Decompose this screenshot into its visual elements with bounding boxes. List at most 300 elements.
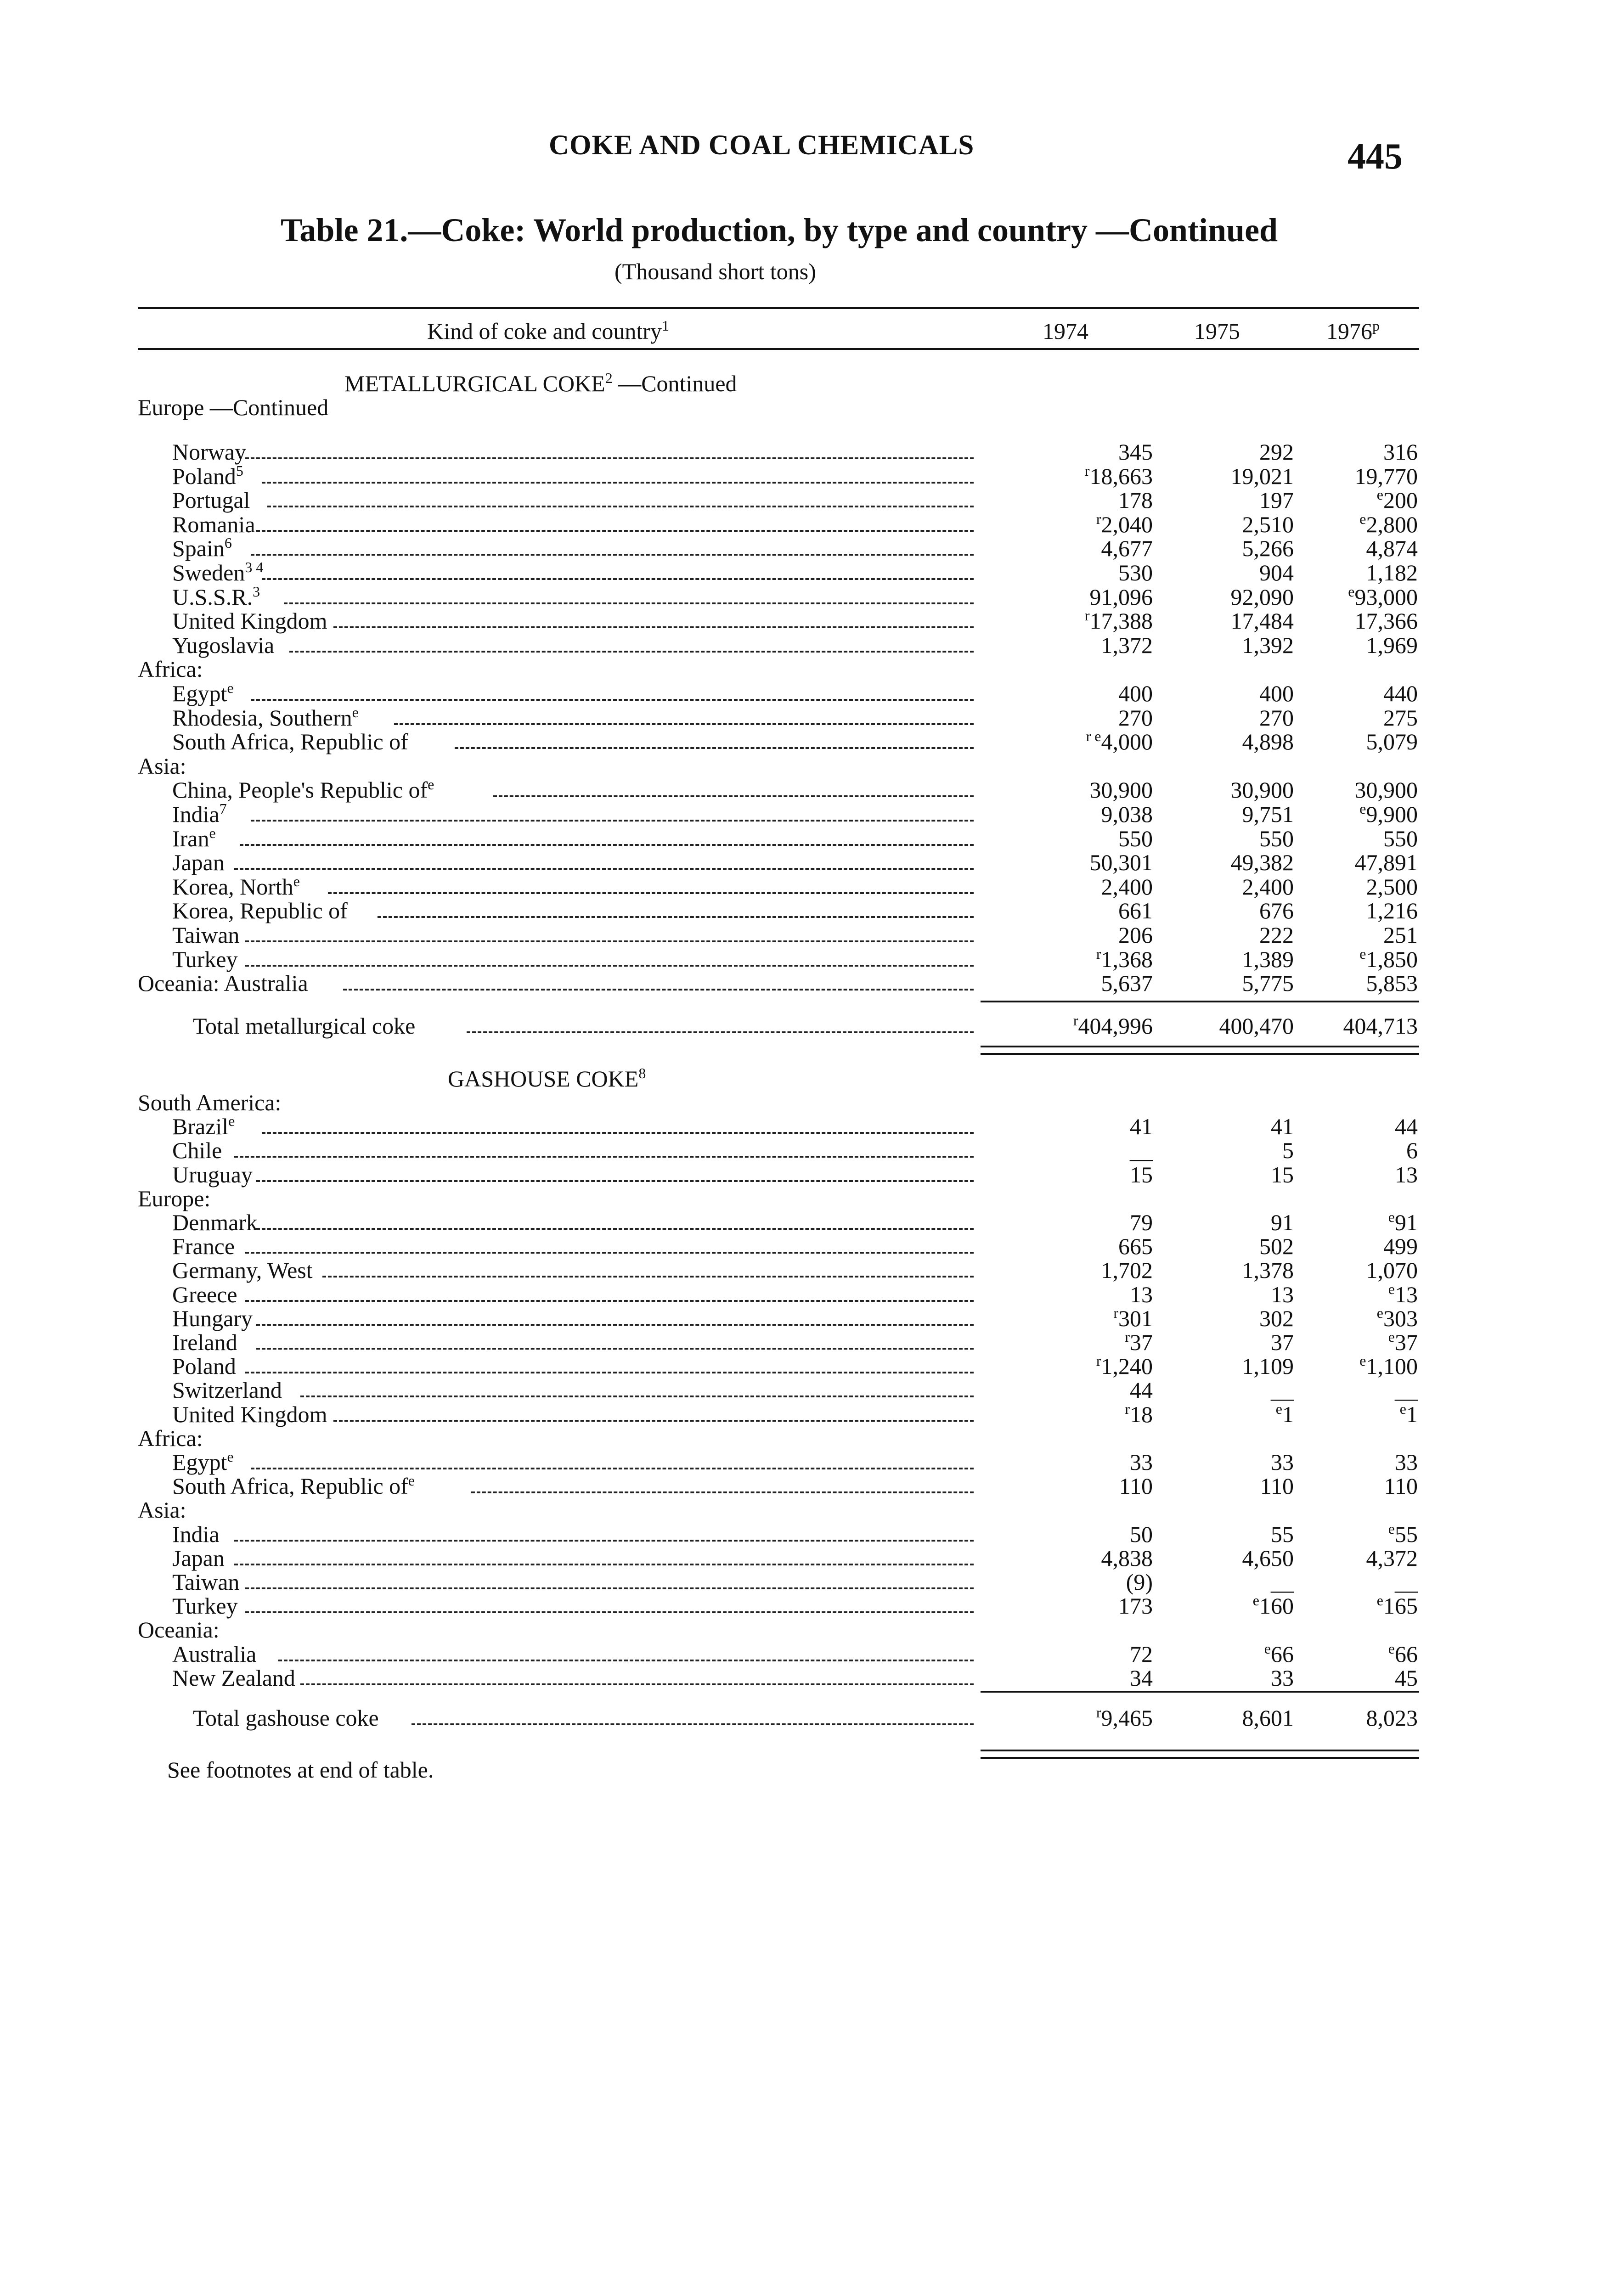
country-label (172, 778, 434, 802)
value-v1: 50,301 (1089, 850, 1153, 876)
footnote-marker: 3 4 (245, 559, 264, 575)
region-row (138, 1498, 1419, 1522)
value-v3: 2,500 (1366, 873, 1418, 900)
label-text: Japan (172, 850, 225, 876)
value-v3: $^e$1 (1399, 1400, 1418, 1427)
value-v2: 1,378 (1242, 1257, 1294, 1283)
label-text: Greece (172, 1281, 237, 1307)
table-row (138, 1522, 1419, 1546)
label-text: United Kingdom (172, 1401, 327, 1427)
dot-leader (245, 1372, 974, 1373)
table-top-rule (138, 307, 1419, 309)
value-v1: 2,400 (1101, 873, 1153, 900)
value-v2: 5 (1282, 1137, 1294, 1164)
region-label (138, 1091, 281, 1114)
column-header-1974: 1974 (1043, 318, 1088, 344)
label-text: Denmark (172, 1210, 258, 1235)
value-v2: 222 (1259, 922, 1294, 948)
country-label (172, 512, 255, 536)
table-row (138, 561, 1419, 585)
label-text: Rhodesia, Southern (172, 704, 352, 731)
value-v1: 400 (1118, 681, 1153, 706)
table-row (138, 585, 1419, 609)
table-row (138, 1163, 1419, 1187)
value-v2: 502 (1259, 1233, 1294, 1260)
table-row (138, 1402, 1419, 1426)
value-v2: 33 (1271, 1449, 1294, 1475)
year-1976-label: 1976 (1326, 318, 1372, 344)
gashouse-double-rule-bottom (981, 1757, 1419, 1759)
value-v2: 1,389 (1242, 946, 1294, 972)
value-v3: 45 (1395, 1665, 1418, 1691)
table-row (138, 1114, 1419, 1138)
value-flag: r (1096, 945, 1101, 962)
value-v1: 270 (1118, 704, 1153, 731)
dot-leader (251, 1468, 974, 1469)
value-v2: 4,650 (1242, 1545, 1294, 1571)
dot-leader (467, 1031, 974, 1033)
value-flag: r (1125, 1328, 1130, 1345)
preliminary-mark: p (1372, 317, 1380, 334)
value-v1: $^r$2,040 (1096, 510, 1153, 537)
value-v3: 316 (1383, 439, 1418, 465)
label-text: Uruguay (172, 1161, 253, 1187)
value-v2: 92,090 (1230, 584, 1294, 610)
value-v3: 1,070 (1366, 1257, 1418, 1283)
column-header-1975: 1975 (1194, 318, 1240, 344)
value-v3: 1,182 (1366, 560, 1418, 585)
section-metallurgical-title (344, 370, 737, 397)
label-text: United Kingdom (172, 608, 327, 634)
country-label (172, 872, 300, 900)
footnote-marker: e (228, 1113, 235, 1130)
country-label (172, 1378, 282, 1402)
value-v1: 550 (1118, 825, 1153, 851)
value-v3: $^e$37 (1388, 1328, 1418, 1355)
label-text: Turkey (172, 1593, 238, 1619)
value-v1: 178 (1118, 487, 1153, 513)
table-row (138, 1234, 1419, 1258)
country-label (172, 1283, 237, 1306)
country-label (172, 1402, 327, 1426)
dot-leader (333, 1420, 974, 1422)
dot-leader (234, 1564, 974, 1565)
value-v3: $^e$66 (1388, 1640, 1418, 1667)
table-row (138, 440, 1419, 464)
value-v2: 197 (1259, 487, 1294, 513)
value-v1: $^r$37 (1125, 1328, 1153, 1355)
dot-leader (262, 1132, 974, 1134)
value-v1: $^r$18 (1125, 1400, 1153, 1427)
label-text: Ireland (172, 1329, 237, 1355)
total-value-v3: 8,023 (1366, 1705, 1418, 1731)
dot-leader (493, 795, 974, 797)
dot-leader (245, 940, 974, 942)
value-flag: e (1376, 486, 1383, 503)
label-text: China, People's Republic of (172, 777, 428, 803)
dot-leader (333, 626, 974, 628)
country-label (172, 585, 260, 609)
dot-leader (234, 1156, 974, 1158)
value-v3: 19,770 (1354, 463, 1418, 489)
value-v3: 44 (1395, 1114, 1418, 1140)
country-label (172, 1642, 256, 1666)
value-v1: 30,900 (1089, 777, 1153, 803)
country-label (172, 681, 234, 705)
dot-leader (245, 965, 974, 967)
country-label (172, 1234, 235, 1258)
value-v3: $^e$91 (1388, 1209, 1418, 1235)
label-text: Germany, West (172, 1257, 313, 1283)
kind-footnote: 1 (661, 317, 669, 334)
value-flag: e (1275, 1400, 1282, 1417)
value-v2: 1,109 (1242, 1353, 1294, 1379)
value-flag: e (1359, 1352, 1366, 1369)
table-row (138, 1450, 1419, 1474)
label-text: India (172, 801, 220, 827)
footnote-marker: e (293, 872, 300, 889)
value-v1: (9) (1126, 1569, 1153, 1595)
value-v3: 251 (1383, 922, 1418, 948)
dot-leader (455, 747, 974, 749)
value-v2: 30,900 (1230, 777, 1294, 803)
table-row (138, 1570, 1419, 1594)
value-flag: e (1388, 1328, 1395, 1345)
dot-leader (394, 723, 974, 725)
dot-leader (245, 1252, 974, 1254)
value-v2: 302 (1259, 1305, 1294, 1331)
label-text: Poland (172, 1353, 236, 1379)
country-label (172, 1546, 225, 1570)
dot-leader (256, 1324, 974, 1326)
footnote-marker: e (227, 680, 234, 696)
country-label (172, 1594, 238, 1618)
dot-leader (262, 578, 974, 580)
region-row (138, 1187, 1419, 1210)
label-text: Hungary (172, 1305, 253, 1331)
country-label (172, 947, 238, 971)
value-flag: e (1376, 1592, 1383, 1609)
value-v1: 4,838 (1101, 1545, 1153, 1571)
value-v3: $^e$200 (1376, 486, 1418, 513)
page-number: 445 (1347, 136, 1403, 177)
value-v3: 499 (1383, 1233, 1418, 1260)
total-row (138, 1014, 1419, 1038)
value-v2: 2,400 (1242, 873, 1294, 900)
value-v1: 530 (1118, 560, 1153, 585)
gashouse-double-rule-top (981, 1750, 1419, 1751)
dot-leader (284, 602, 974, 604)
value-flag: e (1359, 945, 1366, 962)
dot-leader (471, 1491, 974, 1493)
table-row (138, 1546, 1419, 1570)
region-row (138, 1426, 1419, 1450)
table-row (138, 923, 1419, 947)
table-row (138, 703, 1419, 731)
running-header: COKE AND COAL CHEMICALS (549, 130, 975, 161)
dot-leader (267, 506, 974, 507)
country-label (172, 730, 408, 754)
dot-leader (245, 1300, 974, 1302)
footnote-reference: See footnotes at end of table. (167, 1757, 434, 1783)
label-text: Poland (172, 463, 236, 489)
table-row (138, 899, 1419, 923)
table-row (138, 1642, 1419, 1666)
footnote-marker: 3 (253, 583, 260, 600)
table-row (138, 681, 1419, 705)
value-v2: 270 (1259, 704, 1294, 731)
value-v1: 1,372 (1101, 632, 1153, 658)
total-value-v2: 8,601 (1242, 1705, 1294, 1731)
footnote-marker: e (227, 1448, 234, 1465)
footnote-marker: 7 (219, 800, 227, 817)
country-label (172, 703, 359, 731)
value-v1: $^r$301 (1113, 1304, 1153, 1331)
table-row (138, 824, 1419, 851)
value-flag: e (1388, 1209, 1395, 1225)
value-flag: r (1113, 1304, 1118, 1321)
label-text: Asia: (138, 1497, 186, 1523)
value-v1: 1,702 (1101, 1257, 1153, 1283)
dot-leader (234, 868, 974, 870)
value-v2: 2,510 (1242, 511, 1294, 537)
label-text: France (172, 1233, 235, 1260)
total-double-rule-top (981, 1046, 1419, 1047)
value-v2: 1,392 (1242, 632, 1294, 658)
value-v2: 400 (1259, 681, 1294, 706)
country-label (172, 1258, 313, 1282)
dot-leader (256, 1228, 974, 1230)
value-v3: $^e$1,850 (1359, 945, 1418, 972)
country-label (172, 1138, 222, 1162)
value-v2: 19,021 (1230, 463, 1294, 489)
country-label (172, 899, 348, 923)
value-v3: 1,969 (1366, 632, 1418, 658)
label-text: Romania (172, 511, 255, 537)
gashouse-subtotal-rule (981, 1691, 1419, 1693)
country-label (138, 971, 308, 995)
label-text: South Africa, Republic of (172, 1473, 408, 1499)
value-flag: e (1264, 1640, 1271, 1657)
value-v2: __ (1271, 1377, 1294, 1403)
table-row (138, 778, 1419, 802)
dot-leader (412, 1723, 974, 1725)
value-flag: r (1125, 1400, 1130, 1417)
value-v2: 41 (1271, 1114, 1294, 1140)
table-row (138, 1330, 1419, 1354)
dot-leader (251, 699, 974, 701)
table-header-rule (138, 348, 1419, 350)
value-v3: 17,366 (1354, 608, 1418, 634)
value-v3: $^e$2,800 (1359, 510, 1418, 537)
value-flag: r (1096, 510, 1101, 527)
value-v1: 665 (1118, 1233, 1153, 1260)
country-label (172, 1570, 239, 1594)
value-v1: 41 (1130, 1114, 1153, 1140)
value-v3: 6 (1406, 1137, 1418, 1164)
value-v2: $^e$66 (1264, 1640, 1294, 1667)
value-v1: $^{r e}$4,000 (1086, 728, 1153, 755)
country-label (172, 1450, 234, 1474)
value-v2: 17,484 (1230, 608, 1294, 634)
value-v2: $^e$160 (1252, 1592, 1294, 1619)
value-flag: e (1376, 1304, 1383, 1321)
value-v3: $^e$9,900 (1359, 800, 1418, 827)
total-value-v2: 400,470 (1219, 1013, 1294, 1039)
table-units: (Thousand short tons) (614, 259, 816, 284)
country-label (172, 488, 250, 512)
label-text: Taiwan (172, 922, 240, 948)
value-v2: 55 (1271, 1521, 1294, 1547)
country-label (172, 561, 263, 585)
value-v3: $^e$55 (1388, 1520, 1418, 1547)
value-v2: 91 (1271, 1210, 1294, 1235)
value-v3: 5,079 (1366, 729, 1418, 755)
value-v1: 9,038 (1101, 801, 1153, 827)
region-row (138, 657, 1419, 681)
value-flag: e (1388, 1520, 1395, 1537)
metallurgical-title-text: METALLURGICAL COKE (344, 371, 605, 396)
label-text: Iran (172, 825, 209, 851)
country-label (172, 536, 232, 560)
value-flag: r (1084, 462, 1090, 479)
country-label (172, 923, 239, 947)
country-label (172, 1354, 236, 1378)
value-v1: $^r$17,388 (1084, 607, 1153, 634)
value-v2: 110 (1260, 1473, 1294, 1499)
country-label (172, 1163, 253, 1187)
table-row (138, 464, 1419, 488)
dot-leader (300, 1683, 974, 1685)
region-label (138, 1187, 210, 1210)
label-text: Switzerland (172, 1377, 282, 1403)
metallurgical-footnote: 2 (605, 370, 613, 386)
label-text: U.S.S.R. (172, 584, 253, 610)
total-value-v3: 404,713 (1343, 1013, 1418, 1039)
dot-leader (328, 892, 974, 894)
footnote-marker: e (209, 824, 216, 841)
subtotal-rule (981, 1001, 1419, 1002)
value-v3: 275 (1383, 704, 1418, 731)
dot-leader (343, 989, 974, 990)
total-value-v1: $^r$9,465 (1096, 1704, 1153, 1731)
table-row (138, 1354, 1419, 1378)
country-label (172, 609, 327, 633)
dot-leader (251, 554, 974, 556)
column-header-kind (427, 318, 669, 344)
country-label (172, 802, 227, 826)
label-text: Spain (172, 535, 225, 562)
region-row (138, 1091, 1419, 1114)
value-v2: 4,898 (1242, 729, 1294, 755)
value-v2: $^e$1 (1275, 1400, 1294, 1427)
value-flag: e (1359, 510, 1366, 527)
region-label (138, 657, 203, 681)
value-v1: 13 (1130, 1281, 1153, 1307)
value-v1: 79 (1130, 1210, 1153, 1235)
region-europe-continued: Europe —Continued (138, 394, 329, 420)
dot-leader (245, 1587, 974, 1589)
value-v1: 34 (1130, 1665, 1153, 1691)
total-label: Total gashouse coke (193, 1705, 379, 1731)
value-flag: e (1388, 1640, 1395, 1657)
country-label (172, 1306, 253, 1330)
value-v3: __ (1395, 1569, 1418, 1595)
value-v3: $^e$1,100 (1359, 1352, 1418, 1379)
label-text: Asia: (138, 753, 186, 779)
footnote-marker: 5 (236, 462, 243, 479)
value-v1: 206 (1118, 922, 1153, 948)
dot-leader (262, 482, 974, 484)
table-row (138, 730, 1419, 754)
column-header-1976 (1326, 318, 1380, 344)
label-text: South America: (138, 1090, 282, 1115)
value-v2: 33 (1271, 1665, 1294, 1691)
table-row (138, 1138, 1419, 1162)
label-text: India (172, 1521, 220, 1547)
country-label (172, 1522, 220, 1546)
value-v3: 4,874 (1366, 535, 1418, 562)
value-flag: r e (1086, 728, 1101, 745)
gashouse-footnote: 8 (638, 1065, 646, 1081)
country-label (172, 633, 274, 657)
value-v3: 110 (1384, 1473, 1418, 1499)
dot-leader (300, 1396, 974, 1397)
value-v2: 49,382 (1230, 850, 1294, 876)
footnote-marker: e (428, 776, 434, 793)
value-v2: 550 (1259, 825, 1294, 851)
value-v3: 1,216 (1366, 898, 1418, 924)
value-v2: __ (1271, 1569, 1294, 1595)
value-v3: 47,891 (1354, 850, 1418, 876)
table-row (138, 1474, 1419, 1498)
value-v2: 904 (1259, 560, 1294, 585)
value-flag: e (1388, 1280, 1395, 1297)
table-title: Table 21.—Coke: World production, by type and country —Continued (281, 212, 1278, 248)
region-label (138, 1498, 186, 1522)
label-text: New Zealand (172, 1665, 295, 1691)
value-v1: 44 (1130, 1377, 1153, 1403)
label-text: Taiwan (172, 1569, 240, 1595)
country-label (172, 1330, 237, 1354)
dot-leader (378, 916, 974, 918)
value-flag: r (1096, 1704, 1101, 1721)
value-v2: 9,751 (1242, 801, 1294, 827)
value-v2: 5,266 (1242, 535, 1294, 562)
value-v1: $^r$18,663 (1084, 462, 1153, 489)
footnote-marker: e (408, 1472, 415, 1489)
country-label (172, 1666, 295, 1690)
value-v1: 72 (1130, 1641, 1153, 1667)
region-row (138, 1618, 1419, 1642)
dot-leader (289, 651, 974, 653)
table-header (138, 318, 1419, 348)
value-v1: __ (1130, 1137, 1153, 1164)
table-row (138, 536, 1419, 560)
value-v3: 550 (1383, 825, 1418, 851)
label-text: Norway (172, 439, 247, 465)
value-v1: 50 (1130, 1521, 1153, 1547)
label-text: Australia (172, 1641, 257, 1667)
table-row (138, 1210, 1419, 1234)
footnote-marker: e (352, 703, 359, 720)
value-v3: __ (1395, 1377, 1418, 1403)
table-row (138, 609, 1419, 633)
total-label: Total metallurgical coke (193, 1013, 416, 1039)
value-flag: r (1096, 1352, 1101, 1369)
total-value-v1: $^r$404,996 (1073, 1012, 1153, 1039)
value-v1: $^r$1,240 (1096, 1352, 1153, 1379)
